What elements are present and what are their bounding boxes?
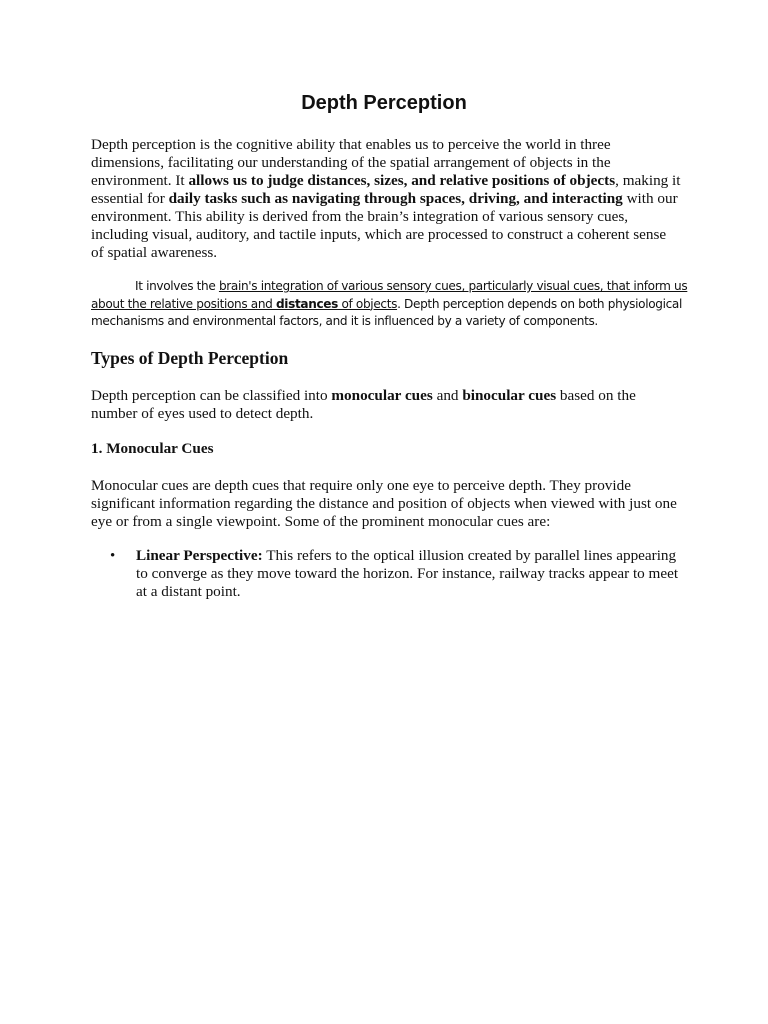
second-underlined-1: brain's integration of various sensory cues, particularly visual cues, that inform us about the relative positions and — [91, 279, 688, 311]
subheading: 1. Monocular Cues — [91, 440, 214, 457]
intro-text-2: , making it essential for — [91, 172, 681, 207]
bullet-marker: • — [110, 548, 116, 564]
page-title: Depth Perception — [301, 92, 467, 114]
second-text-1: It involves the — [135, 279, 219, 293]
types-bold-2: binocular cues — [462, 387, 557, 404]
intro-bold-2: daily tasks such as navigating through spaces, driving, and interacting — [168, 190, 623, 207]
intro-paragraph — [91, 136, 681, 262]
section-heading: Types of Depth Perception — [91, 348, 289, 368]
intro-text-3: with our environment. This ability is derived from the brain’s integration of various sensory cues, including visual, auditory, and tactile inputs, which are processed to construct a coherent sense of spatial awareness. — [91, 190, 678, 261]
intro-bold-1: allows us to judge distances, sizes, and relative positions of objects — [188, 172, 616, 189]
types-text-1: Depth perception can be classified into — [91, 387, 332, 404]
types-paragraph — [91, 387, 681, 423]
monocular-paragraph: Monocular cues are depth cues that require only one eye to perceive depth. They provide significant information regarding the distance and position of objects when viewed with just one eye or from a single viewpoint. Some of the prominent monocular cues are: — [91, 477, 677, 530]
bullet-label: Linear Perspective: — [136, 547, 263, 564]
types-text-3: based on the number of eyes used to detect depth. — [91, 387, 636, 422]
types-bold-1: monocular cues — [331, 387, 433, 404]
second-paragraph — [91, 278, 691, 331]
second-underlined-bold: distances — [276, 296, 338, 311]
second-underlined-2: of objects — [337, 296, 398, 311]
second-text-2: . Depth perception depends on both physiological mechanisms and environmental factors, and it is influenced by a variety of components. — [91, 296, 682, 328]
intro-text-1: Depth perception is the cognitive ability that enables us to perceive the world in three dimensions, facilitating our understanding of the spatial arrangement of objects in the environment. It — [91, 136, 611, 189]
bullet-text — [136, 547, 681, 601]
types-text-2: and — [432, 387, 463, 404]
bullet-body: This refers to the optical illusion created by parallel lines appearing to converge as they move toward the horizon. For instance, railway tracks appear to meet at a distant point. — [136, 547, 679, 600]
